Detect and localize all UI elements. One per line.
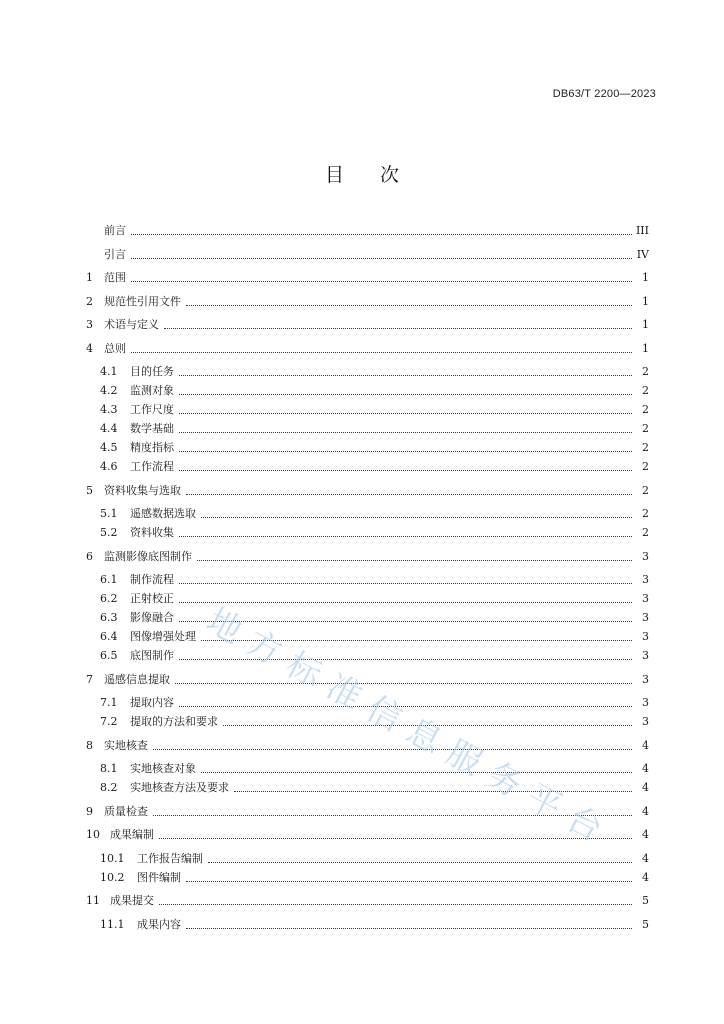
toc-leader-dots [153, 748, 632, 750]
toc-label: 质量检查 [104, 804, 148, 818]
watermark-glyph: 平 [519, 776, 569, 828]
toc-entry[interactable] [86, 360, 649, 379]
toc-page-number: 3 [642, 573, 649, 586]
toc-number: 2 [86, 294, 93, 308]
toc-entry[interactable] [86, 502, 649, 521]
toc-leader-dots [131, 257, 632, 259]
toc-number: 5.1 [100, 507, 118, 520]
toc-page-number: 4 [642, 738, 649, 752]
document-code: DB63/T 2200—2023 [552, 88, 656, 100]
toc-leader-dots [164, 327, 632, 329]
toc-page-number: 2 [642, 384, 649, 397]
toc-label: 引言 [104, 247, 126, 261]
toc-label: 实地核查 [104, 738, 148, 752]
toc-page-number: III [635, 224, 649, 237]
toc-leader-dots [131, 280, 632, 282]
toc-leader-dots [208, 861, 632, 863]
toc-number: 4.5 [100, 441, 118, 454]
toc-label: 成果提交 [110, 894, 154, 907]
watermark-glyph: 方 [239, 622, 289, 674]
toc-number: 10.2 [100, 870, 125, 884]
toc-label: 遥感数据选取 [130, 507, 196, 520]
watermark-glyph: 服 [439, 732, 489, 784]
toc-label: 术语与定义 [104, 318, 159, 331]
toc-label: 工作报告编制 [137, 851, 203, 865]
toc-number: 5.2 [100, 526, 118, 539]
toc-label: 遥感信息提取 [104, 672, 170, 686]
toc-page-number: 3 [642, 649, 649, 662]
toc-label: 监测影像底图制作 [104, 549, 192, 563]
toc-label: 底图制作 [130, 649, 174, 662]
toc-entry[interactable] [86, 823, 649, 842]
toc-label: 前言 [104, 224, 126, 237]
toc-page-number: 4 [642, 828, 649, 841]
toc-number: 8 [86, 738, 93, 752]
toc-page-number: 4 [642, 870, 649, 884]
watermark-glyph: 准 [319, 666, 369, 718]
toc-leader-dots [175, 682, 632, 684]
toc-number: 9 [86, 804, 93, 818]
toc-page-number: 1 [642, 318, 649, 331]
toc-entry[interactable] [86, 521, 649, 540]
toc-label: 工作尺度 [130, 403, 174, 416]
toc-label: 范围 [104, 271, 126, 284]
toc-entry[interactable] [86, 734, 649, 753]
toc-label: 制作流程 [130, 573, 174, 586]
toc-label: 资料收集 [130, 526, 174, 539]
toc-number: 4.3 [100, 403, 118, 416]
toc-entry[interactable] [86, 417, 649, 436]
toc-page-number: 2 [642, 365, 649, 378]
toc-leader-dots [179, 601, 632, 603]
page-title-char-1: 目 [324, 164, 344, 186]
toc-page-number: 1 [642, 341, 649, 355]
toc-number: 5 [86, 483, 93, 497]
toc-label: 监测对象 [130, 384, 174, 397]
toc-number: 6.5 [100, 649, 118, 662]
page-title-char-2: 次 [380, 164, 400, 186]
toc-page-number: 3 [642, 592, 649, 605]
toc-page-number: 3 [642, 672, 649, 686]
toc-leader-dots [179, 431, 632, 433]
toc-page-number: 2 [642, 422, 649, 435]
toc-leader-dots [179, 450, 632, 452]
toc-page-number: 3 [642, 611, 649, 624]
toc-number: 4.6 [100, 460, 118, 473]
toc-entry[interactable] [86, 545, 649, 564]
toc-number: 7 [86, 672, 93, 686]
toc-entry[interactable] [86, 568, 649, 587]
toc-leader-dots [179, 374, 632, 376]
toc-page-number: 2 [642, 526, 649, 539]
toc-page-number: 4 [642, 804, 649, 818]
toc-number: 8.2 [100, 781, 118, 794]
toc-entry[interactable] [86, 266, 649, 285]
toc-leader-dots [159, 903, 632, 905]
toc-entry[interactable] [86, 691, 649, 710]
toc-label: 提取的方法和要求 [130, 715, 218, 728]
toc-leader-dots [179, 620, 632, 622]
toc-entry[interactable] [86, 866, 649, 885]
toc-number: 7.2 [100, 715, 118, 728]
toc-page-number: 3 [642, 696, 649, 709]
toc-label: 规范性引用文件 [104, 294, 181, 308]
toc-number: 6.3 [100, 611, 118, 624]
toc-leader-dots [179, 393, 632, 395]
toc-label: 图像增强处理 [130, 630, 196, 643]
toc-label: 数学基础 [130, 422, 174, 435]
toc-label: 总则 [104, 341, 126, 355]
page-title [0, 160, 724, 187]
toc-label: 目的任务 [130, 365, 174, 378]
toc-page-number: 1 [642, 294, 649, 308]
toc-leader-dots [131, 233, 632, 235]
toc-number: 6.1 [100, 573, 118, 586]
toc-number: 3 [86, 318, 93, 331]
toc-label: 成果内容 [137, 917, 181, 931]
watermark-glyph: 台 [559, 798, 609, 850]
toc-entry[interactable] [86, 757, 649, 776]
watermark-glyph: 务 [479, 754, 529, 806]
toc-number: 4.2 [100, 384, 118, 397]
watermark-glyph: 地 [199, 600, 249, 652]
toc-number: 6 [86, 549, 93, 563]
toc-entry[interactable] [86, 455, 649, 474]
toc-label: 正射校正 [130, 592, 174, 605]
toc-page-number: 4 [642, 851, 649, 865]
toc-page-number: 3 [642, 630, 649, 643]
toc-label: 实地核查方法及要求 [130, 781, 229, 794]
toc-entry[interactable] [86, 587, 649, 606]
toc-label: 影像融合 [130, 611, 174, 624]
toc-leader-dots [201, 771, 632, 773]
toc-entry[interactable] [86, 436, 649, 455]
toc-leader-dots [179, 658, 632, 660]
toc-leader-dots [201, 516, 632, 518]
toc-label: 图件编制 [137, 870, 181, 884]
toc-entry[interactable] [86, 479, 649, 498]
toc-leader-dots [186, 880, 632, 882]
toc-entry[interactable] [86, 398, 649, 417]
toc-entry[interactable] [86, 913, 649, 932]
toc-page-number: 1 [642, 271, 649, 284]
toc-entry[interactable] [86, 644, 649, 663]
toc-entry[interactable] [86, 847, 649, 866]
toc-page-number: 2 [642, 403, 649, 416]
toc-page-number: 5 [642, 917, 649, 931]
toc-leader-dots [201, 639, 632, 641]
toc-entry[interactable] [86, 889, 649, 908]
toc-entry[interactable] [86, 313, 649, 332]
toc-entry[interactable] [86, 800, 649, 819]
toc-leader-dots [186, 493, 632, 495]
toc-leader-dots [159, 837, 632, 839]
toc-number: 10.1 [100, 851, 125, 865]
toc-number: 11.1 [100, 917, 125, 931]
toc-entry[interactable] [86, 710, 649, 729]
toc-page-number: 5 [642, 894, 649, 907]
toc-number: 4.4 [100, 422, 118, 435]
toc-page-number: 2 [642, 441, 649, 454]
toc-entry[interactable] [86, 379, 649, 398]
toc-label: 实地核查对象 [130, 762, 196, 775]
toc-leader-dots [131, 351, 632, 353]
toc-label: 提取内容 [130, 696, 174, 709]
toc-leader-dots [179, 412, 632, 414]
toc-page-number: 2 [642, 483, 649, 497]
toc-number: 10 [86, 828, 100, 841]
toc-leader-dots [186, 927, 632, 929]
toc-number: 6.2 [100, 592, 118, 605]
toc-leader-dots [179, 582, 632, 584]
toc-entry[interactable] [86, 625, 649, 644]
toc-leader-dots [234, 790, 632, 792]
toc-page-number: 4 [642, 762, 649, 775]
toc-label: 工作流程 [130, 460, 174, 473]
watermark-glyph: 息 [399, 710, 449, 762]
toc-entry[interactable] [86, 668, 649, 687]
toc-number: 8.1 [100, 762, 118, 775]
toc-label: 精度指标 [130, 441, 174, 454]
toc-leader-dots [197, 559, 632, 561]
toc-leader-dots [179, 535, 632, 537]
toc-leader-dots [179, 469, 632, 471]
toc-entry[interactable] [86, 606, 649, 625]
watermark-glyph: 信 [359, 688, 409, 740]
toc-label: 成果编制 [110, 828, 154, 841]
toc-page-number: 4 [642, 781, 649, 794]
table-of-contents [86, 219, 649, 932]
toc-leader-dots [179, 705, 632, 707]
toc-number: 11 [86, 894, 100, 907]
toc-page-number: IV [636, 247, 649, 261]
toc-page-number: 3 [642, 715, 649, 728]
toc-page-number: 3 [642, 549, 649, 563]
toc-page-number: 2 [642, 507, 649, 520]
toc-leader-dots [186, 304, 632, 306]
toc-number: 6.4 [100, 630, 118, 643]
toc-entry[interactable] [86, 243, 649, 262]
toc-page-number: 2 [642, 460, 649, 473]
watermark-glyph: 标 [279, 644, 329, 696]
toc-number: 4 [86, 341, 93, 355]
toc-entry[interactable] [86, 776, 649, 795]
toc-label: 资料收集与选取 [104, 483, 181, 497]
toc-entry[interactable] [86, 290, 649, 309]
toc-number: 7.1 [100, 696, 118, 709]
toc-number: 1 [86, 271, 93, 284]
toc-entry[interactable] [86, 219, 649, 238]
toc-number: 4.1 [100, 365, 118, 378]
toc-entry[interactable] [86, 337, 649, 356]
toc-leader-dots [223, 724, 632, 726]
toc-leader-dots [153, 814, 632, 816]
